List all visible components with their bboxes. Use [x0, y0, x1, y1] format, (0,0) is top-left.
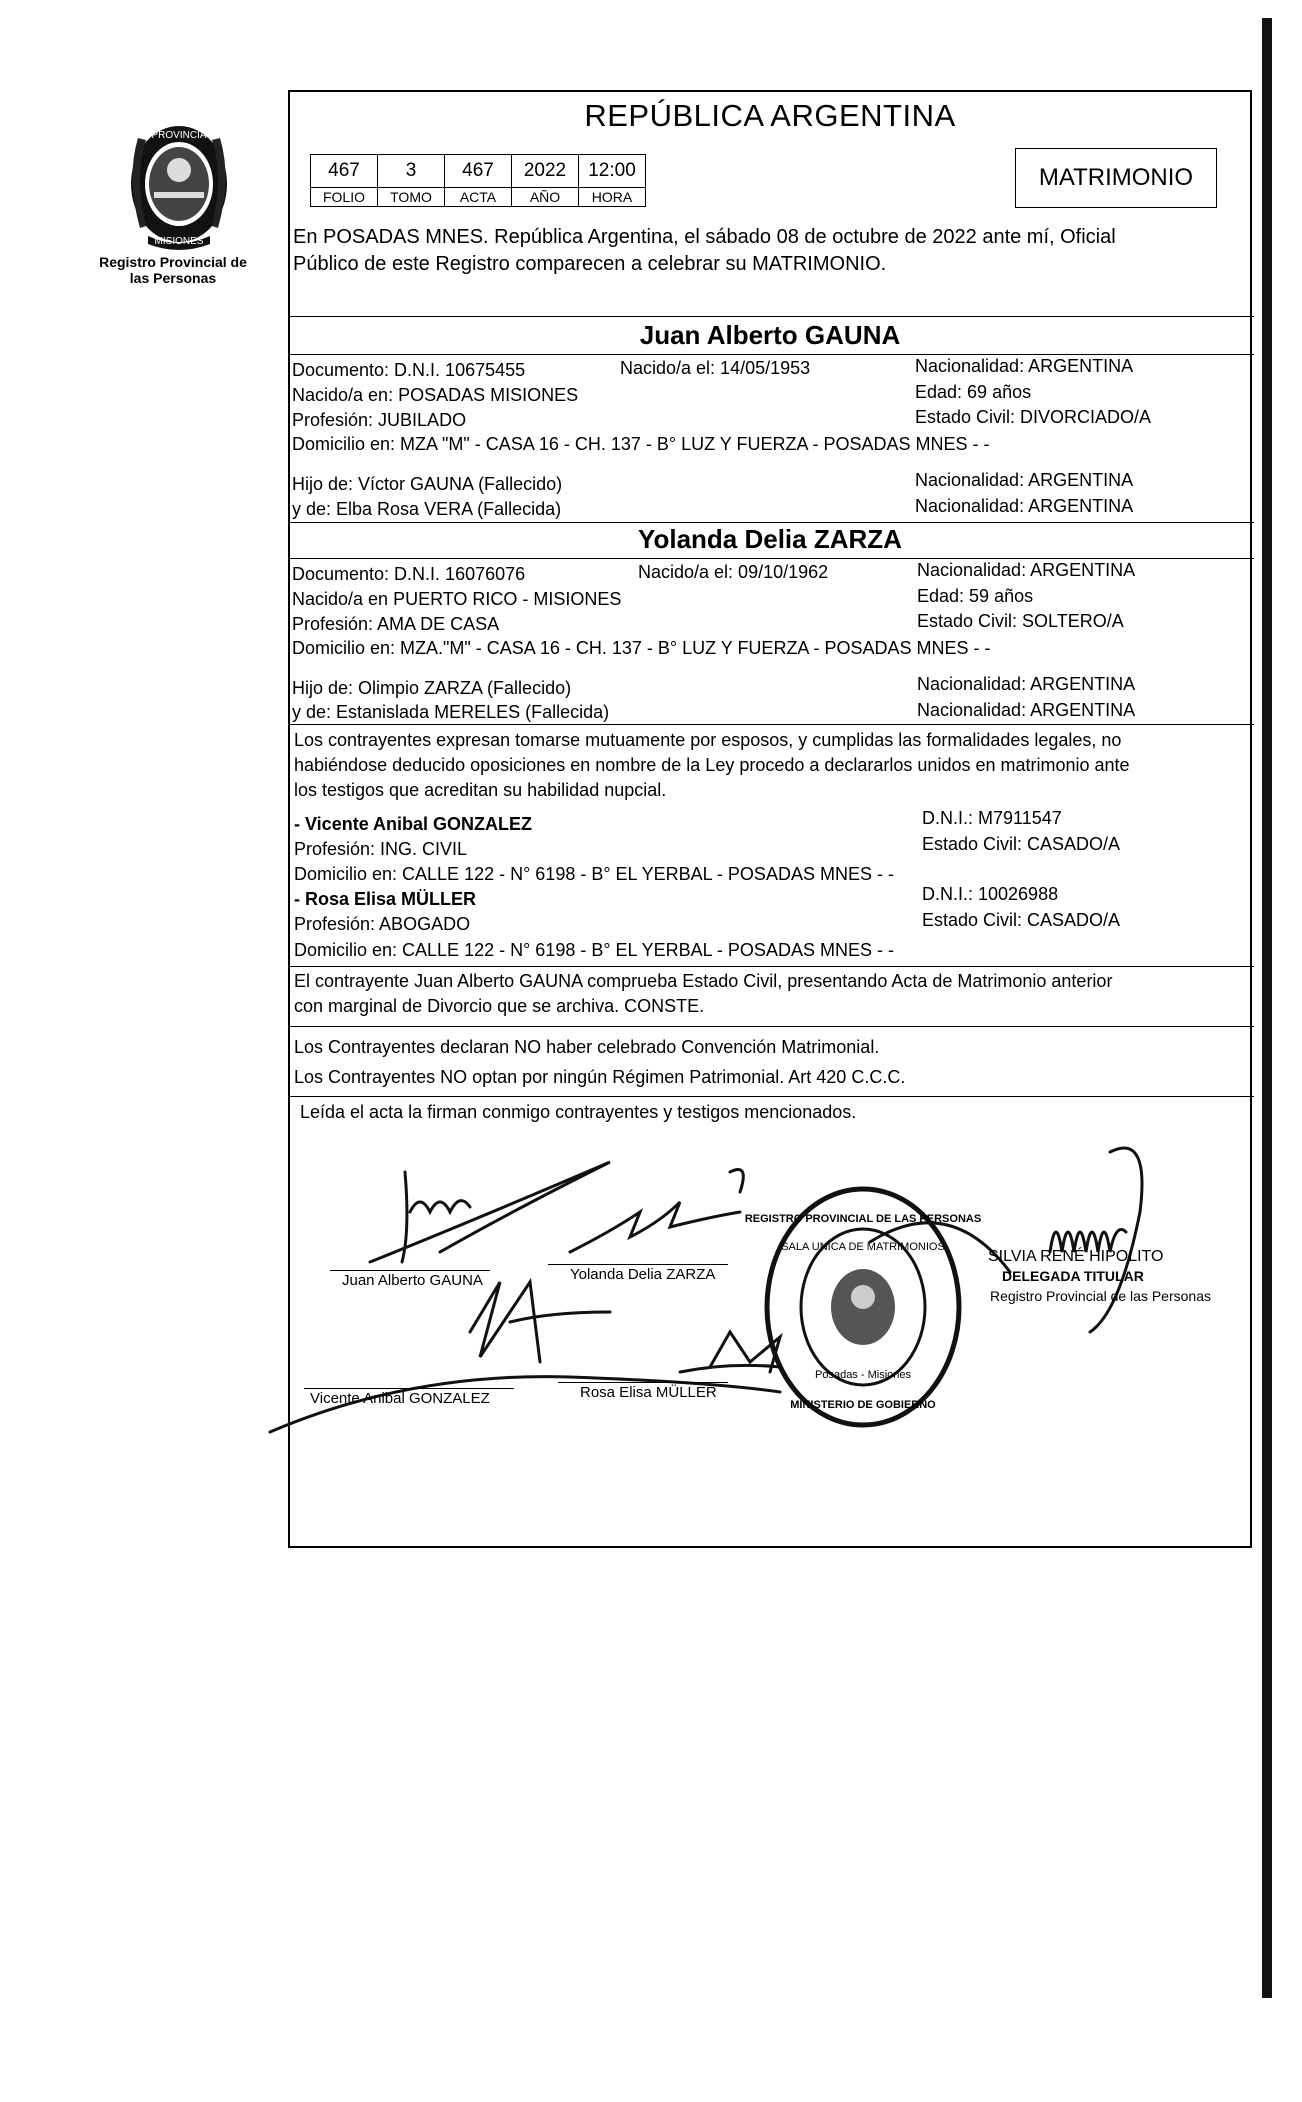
spouse1-documento: Documento: D.N.I. 10675455: [292, 360, 526, 380]
acta-value: 467: [445, 155, 512, 188]
closing-text: Leída el acta la firman conmigo contrayentes y testigos mencionados.: [300, 1102, 857, 1122]
spouse1-nacido-el: Nacido/a el: 14/05/1953: [620, 358, 811, 378]
svg-text:MISIONES: MISIONES: [154, 236, 204, 247]
spouse2-edad: Edad: 59 años: [917, 586, 1034, 606]
officer-name: SILVIA RENÉ HIPOLITO: [988, 1248, 1164, 1265]
witness1-name: - Vicente Anibal GONZALEZ: [294, 814, 533, 834]
act-type-box: MATRIMONIO: [1015, 148, 1217, 208]
witness1-profesion: Profesión: ING. CIVIL: [294, 839, 468, 859]
spouse2-documento: Documento: D.N.I. 16076076: [292, 564, 526, 584]
witness1-domicilio: Domicilio en: CALLE 122 - N° 6198 - B° EL YERBAL - POSADAS MNES - -: [294, 864, 894, 884]
spouse2-domicilio: Domicilio en: MZA."M" - CASA 16 - CH. 137 - B° LUZ Y FUERZA - POSADAS MNES - -: [292, 638, 991, 658]
signature-name-2: Yolanda Delia ZARZA: [570, 1266, 716, 1283]
declaration-line-3: los testigos que acreditan su habilidad nupcial.: [294, 780, 667, 800]
note-line-1: El contrayente Juan Alberto GAUNA comprueba Estado Civil, presentando Acta de Matrimonio anterior: [294, 971, 1113, 991]
folio-label: FOLIO: [311, 188, 378, 207]
signature-name-1: Juan Alberto GAUNA: [342, 1272, 483, 1289]
svg-text:SALA UNICA DE MATRIMONIOS: SALA UNICA DE MATRIMONIOS: [781, 1241, 945, 1253]
signature-name-4: Rosa Elisa MÜLLER: [580, 1384, 717, 1401]
tomo-label: TOMO: [378, 188, 445, 207]
officer-registry: Registro Provincial de las Personas: [990, 1288, 1211, 1304]
official-seal-stamp: [744, 1182, 982, 1432]
spouse1-padre: Hijo de: Víctor GAUNA (Fallecido): [292, 474, 563, 494]
spouse1-profesion: Profesión: JUBILADO: [292, 410, 467, 430]
spouse1-madre-nacionalidad: Nacionalidad: ARGENTINA: [915, 496, 1134, 516]
declaration-line-2: habiéndose deducido oposiciones en nombre de la Ley procedo a declararlos unidos en matrimonio ante: [294, 755, 1130, 775]
spouse2-profesion: Profesión: AMA DE CASA: [292, 614, 500, 634]
misiones-seal-icon: [118, 118, 240, 250]
rubric-labels-row: [311, 188, 646, 207]
divider: [288, 1026, 1254, 1027]
spouse1-edad: Edad: 69 años: [915, 382, 1032, 402]
spouse1-madre: y de: Elba Rosa VERA (Fallecida): [292, 499, 562, 519]
signature-line: [558, 1382, 728, 1383]
signature-name-3: Vicente Anibal GONZALEZ: [310, 1390, 490, 1407]
divider: [288, 316, 1254, 317]
spouse2-padre-nacionalidad: Nacionalidad: ARGENTINA: [917, 674, 1136, 694]
spouse1-nacionalidad: Nacionalidad: ARGENTINA: [915, 356, 1134, 376]
divider: [288, 724, 1254, 725]
spouse1-domicilio: Domicilio en: MZA "M" - CASA 16 - CH. 137 - B° LUZ Y FUERZA - POSADAS MNES - -: [292, 434, 990, 454]
witness1-dni: D.N.I.: M7911547: [922, 808, 1062, 828]
spouse1-name: Juan Alberto GAUNA: [639, 320, 901, 350]
spouse2-estado-civil: Estado Civil: SOLTERO/A: [917, 611, 1124, 631]
svg-text:Posadas - Misiones: Posadas - Misiones: [815, 1369, 911, 1381]
hora-label: HORA: [579, 188, 646, 207]
acta-label: ACTA: [445, 188, 512, 207]
spouse2-nacido-en: Nacido/a en PUERTO RICO - MISIONES: [292, 589, 622, 609]
scan-edge-bar: [1262, 18, 1272, 1998]
witness2-dni: D.N.I.: 10026988: [922, 884, 1059, 904]
intro-line-2: Público de este Registro comparecen a celebrar su MATRIMONIO.: [293, 253, 887, 275]
spouse2-madre-nacionalidad: Nacionalidad: ARGENTINA: [917, 700, 1136, 720]
divider: [288, 558, 1254, 559]
hora-value: 12:00: [579, 155, 646, 188]
act-document: [288, 90, 1252, 1548]
note-line-2: con marginal de Divorcio que se archiva. CONSTE.: [294, 996, 705, 1016]
conventions-paragraph: [294, 1032, 1242, 1092]
witness2-domicilio: Domicilio en: CALLE 122 - N° 6198 - B° EL YERBAL - POSADAS MNES - -: [294, 940, 894, 960]
intro-line-1: En POSADAS MNES. República Argentina, el sábado 08 de octubre de 2022 ante mí, Oficial: [293, 226, 1116, 248]
note-paragraph: [294, 969, 1242, 1019]
witness2-name: - Rosa Elisa MÜLLER: [294, 889, 477, 909]
witness2-profesion: Profesión: ABOGADO: [294, 914, 471, 934]
spouse2-padre: Hijo de: Olimpio ZARZA (Fallecido): [292, 678, 572, 698]
svg-text:MINISTERIO DE GOBIERNO: MINISTERIO DE GOBIERNO: [790, 1399, 936, 1411]
signature-line: [548, 1264, 728, 1265]
intro-paragraph: [293, 224, 1243, 278]
spouse2-name: Yolanda Delia ZARZA: [638, 524, 902, 554]
folio-value: 467: [311, 155, 378, 188]
rubric-values-row: [311, 155, 646, 188]
svg-text:PROVINCIA: PROVINCIA: [151, 130, 207, 141]
declaration-line-1: Los contrayentes expresan tomarse mutuamente por esposos, y cumplidas las formalidades legales, no: [294, 730, 1122, 750]
declaration-paragraph: [294, 728, 1242, 803]
spouse2-nacionalidad: Nacionalidad: ARGENTINA: [917, 560, 1136, 580]
divider: [288, 354, 1254, 355]
anio-value: 2022: [512, 155, 579, 188]
divider: [288, 1096, 1254, 1097]
page-title: REPÚBLICA ARGENTINA: [584, 98, 956, 133]
registry-logo: [118, 118, 240, 250]
spouse1-estado-civil: Estado Civil: DIVORCIADO/A: [915, 407, 1152, 427]
act-rubric-table: [310, 154, 646, 207]
conventions-line-1: Los Contrayentes declaran NO haber celebrado Convención Matrimonial.: [294, 1037, 880, 1057]
witness2-estado-civil: Estado Civil: CASADO/A: [922, 910, 1121, 930]
conventions-line-2: Los Contrayentes NO optan por ningún Régimen Patrimonial. Art 420 C.C.C.: [294, 1067, 906, 1087]
witness1-estado-civil: Estado Civil: CASADO/A: [922, 834, 1121, 854]
spouse1-padre-nacionalidad: Nacionalidad: ARGENTINA: [915, 470, 1134, 490]
officer-role: DELEGADA TITULAR: [1002, 1268, 1144, 1284]
spouse2-madre: y de: Estanislada MERELES (Fallecida): [292, 702, 610, 722]
divider: [288, 966, 1254, 967]
spouse1-nacido-en: Nacido/a en: POSADAS MISIONES: [292, 385, 579, 405]
spouse2-nacido-el: Nacido/a el: 09/10/1962: [638, 562, 829, 582]
signature-line: [330, 1270, 490, 1271]
anio-label: AÑO: [512, 188, 579, 207]
svg-text:REGISTRO PROVINCIAL DE LAS PER: REGISTRO PROVINCIAL DE LAS PERSONAS: [744, 1213, 982, 1225]
divider: [288, 522, 1254, 523]
registry-name: Registro Provincial de las Personas: [99, 254, 247, 286]
signature-line: [304, 1388, 514, 1389]
tomo-value: 3: [378, 155, 445, 188]
